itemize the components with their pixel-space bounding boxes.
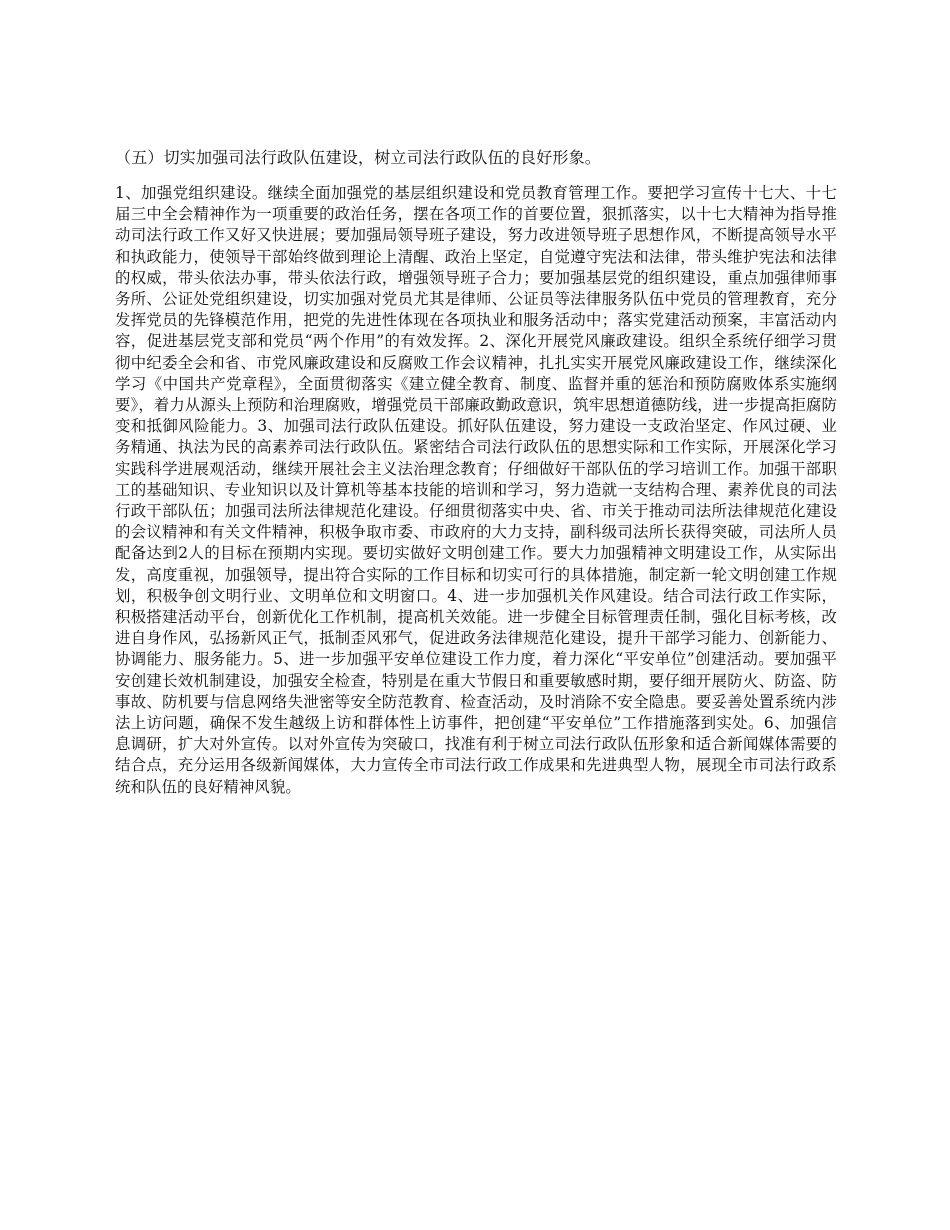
body-paragraph: 1、加强党组织建设。继续全面加强党的基层组织建设和党员教育管理工作。要把学习宣传十七大、十七届三中全会精神作为一项重要的政治任务，摆在各项工作的首要位置，狠抓落实，以十七大精神为指导推动司法行政工作又好又快进展；要加强局领导班子建设，努力改进领导班子思想作风，不断提高领导水平和执政能力，使领导干部始终做到理论上清醒、政治上坚定，自觉遵守宪法和法律，带头维护宪法和法律的权威，带头依法办事，带头依法行政，增强领导班子合力；要加强基层党的组织建设，重点加强律师事务所、公证处党组织建设，切实加强对党员尤其是律师、公证员等法律服务队伍中党员的管理教育，充分发挥党员的先锋模范作用，把党的先进性体现在各项执业和服务活动中；落实党建活动预案，丰富活动内容，促进基层党支部和党员“两个作用”的有效发挥。2、深化开展党风廉政建设。组织全系统仔细学习贯彻中纪委全会和省、市党风廉政建设和反腐败工作会议精神，扎扎实实开展党风廉政建设工作，继续深化学习《中国共产党章程》，全面贯彻落实《建立健全教育、制度、监督并重的惩治和预防腐败体系实施纲要》，着力从源头上预防和治理腐败，增强党员干部廉政勤政意识，筑牢思想道德防线，进一步提高拒腐防变和抵御风险能力。3、加强司法行政队伍建设。抓好队伍建设，努力建设一支政治坚定、作风过硬、业务精通、执法为民的高素养司法行政队伍。紧密结合司法行政队伍的思想实际和工作实际，开展深化学习实践科学进展观活动，继续开展社会主义法治理念教育；仔细做好干部队伍的学习培训工作。加强干部职工的基础知识、专业知识以及计算机等基本技能的培训和学习，努力造就一支结构合理、素养优良的司法行政干部队伍；加强司法所法律规范化建设。仔细贯彻落实中央、省、市关于推动司法所法律规范化建设的会议精神和有关文件精神，积极争取市委、市政府的大力支持，副科级司法所长获得突破，司法所人员配备达到2人的目标在预期内实现。要切实做好文明创建工作。要大力加强精神文明建设工作，从实际出发，高度重视，加强领导，提出符合实际的工作目标和切实可行的具体措施，制定新一轮文明创建工作规划，积极争创文明行业、文明单位和文明窗口。4、进一步加强机关作风建设。结合司法行政工作实际，积极搭建活动平台，创新优化工作机制，提高机关效能。进一步健全目标管理责任制，强化目标考核，改进自身作风，弘扬新风正气，抵制歪风邪气，促进政务法律规范化建设，提升干部学习能力、创新能力、协调能力、服务能力。5、进一步加强平安单位建设工作力度，着力深化“平安单位”创建活动。要加强平安创建长效机制建设，加强安全检查，特别是在重大节假日和重要敏感时期，要仔细开展防火、防盗、防事故、防机要与信息网络失泄密等安全防范教育、检查活动，及时消除不安全隐患。要妥善处置系统内涉法上访问题，确保不发生越级上访和群体性上访事件，把创建“平安单位”工作措施落到实处。6、加强信息调研，扩大对外宣传。以对外宣传为突破口，找准有利于树立司法行政队伍形象和适合新闻媒体需要的结合点，充分运用各级新闻媒体，大力宣传全市司法行政工作成果和先进典型人物，展现全市司法行政系统和队伍的良好精神风貌。	[115, 184, 837, 796]
section-heading: （五）切实加强司法行政队伍建设，树立司法行政队伍的良好形象。	[115, 148, 602, 167]
document-page	[115, 146, 837, 798]
